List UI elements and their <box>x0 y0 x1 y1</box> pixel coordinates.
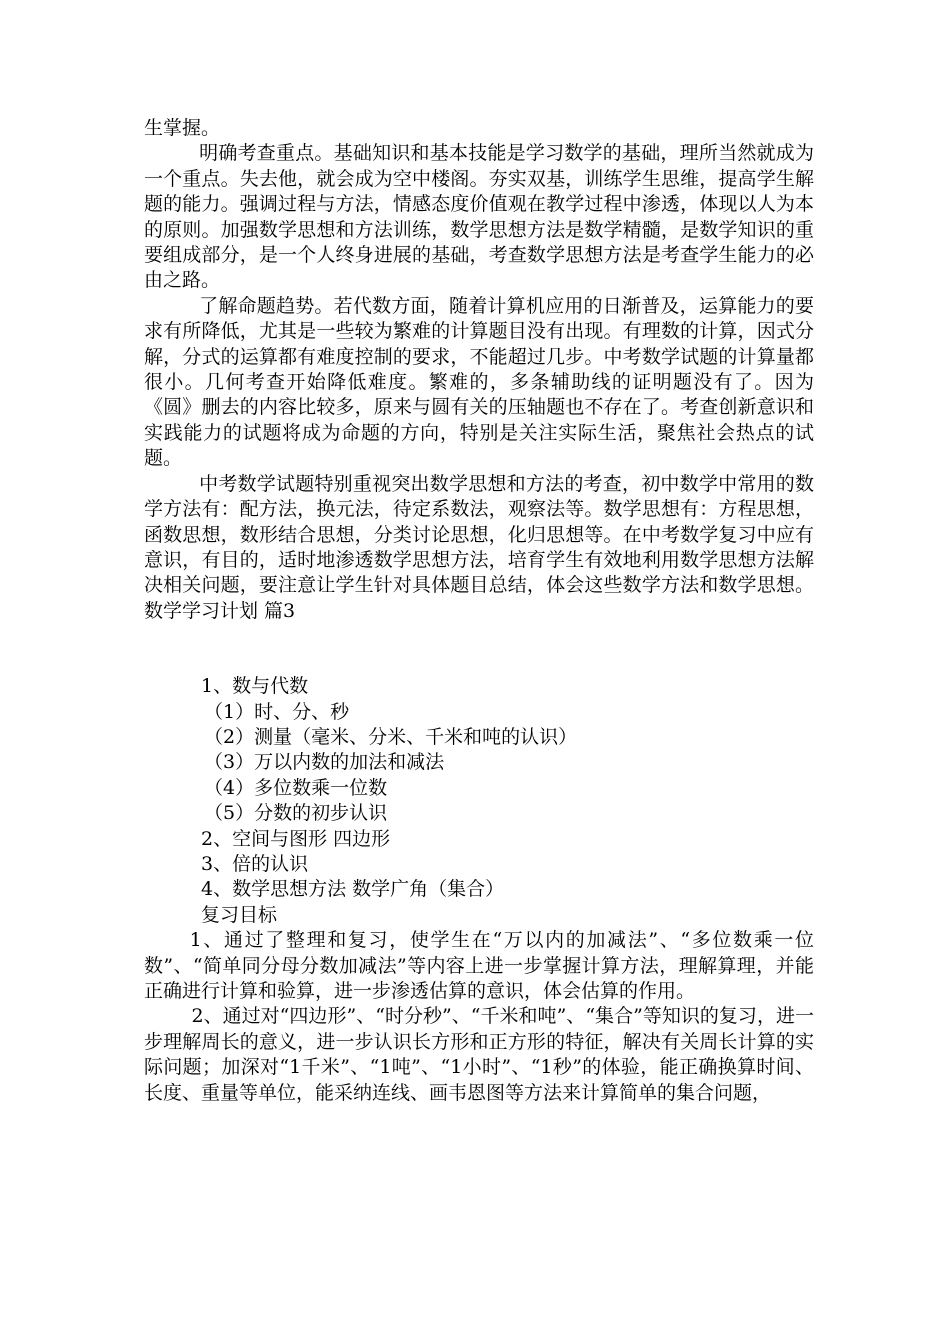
goal-paragraph-1: 1、通过了整理和复习，使学生在“万以内的加减法”、“多位数乘一位数”、“简单同分母分数加减法”等内容上进一步掌握计算方法，理解算理，并能正确进行计算和验算，进一步渗透估算的意识，体会估算的作用。 <box>144 929 814 1002</box>
outline-item: 3、倍的认识 <box>201 852 309 875</box>
paragraph-continuation: 生掌握。 <box>144 117 221 139</box>
document-page <box>144 116 814 1106</box>
outline-item: 4、数学思想方法 数学广角（集合） <box>201 878 505 901</box>
outline-subitem: （1）时、分、秒 <box>204 700 350 723</box>
paragraph-trends: 了解命题趋势。若代数方面，随着计算机应用的日渐普及，运算能力的要求有所降低，尤其是一些较为繁难的计算题目没有出现。有理数的计算，因式分解，分式的运算都有难度控制的要求，不能超过几步。中考数学试题的计算量都很小。几何考查开始降低难度。繁难的，多条辅助线的证明题没有了。因为《圆》删去的内容比较多，原来与圆有关的压轴题也不存在了。考查创新意识和实践能力的试题将成为命题的方向，特别是关注实际生活，聚焦社会热点的试题。 <box>144 294 814 470</box>
outline-subitem: （4）多位数乘一位数 <box>204 776 388 799</box>
outline-subitem: （5）分数的初步认识 <box>204 802 388 825</box>
goal-paragraph-2: 2、通过对“四边形”、“时分秒”、“千米和吨”、“集合”等知识的复习，进一步理解周长的意义，进一步认识长方形和正方形的特征，解决有关周长计算的实际问题；加深对“1千米”、“1吨”、“1小时”、“1秒”的体验，能正确换算时间、长度、重量等单位，能采纳连线、画韦恩图等方法来计算简单的集合问题， <box>144 1005 814 1104</box>
review-outline <box>144 674 814 928</box>
section-heading-review-goals: 复习目标 <box>201 903 278 926</box>
paragraph-math-thinking: 中考数学试题特别重视突出数学思想和方法的考查，初中数学中常用的数学方法有：配方法，换元法，待定系数法，观察法等。数学思想有：方程思想，函数思想，数形结合思想，分类讨论思想，化归思想等。在中考数学复习中应有意识，有目的，适时地渗透数学思想方法，培育学生有效地利用数学思想方法解决相关问题，要注意让学生针对具体题目总结，体会这些数学方法和数学思想。数学学习计划 篇3 <box>144 472 814 622</box>
outline-subitem: （2）测量（毫米、分米、千米和吨的认识） <box>204 725 578 748</box>
section-gap <box>144 624 814 674</box>
outline-item: 2、空间与图形 四边形 <box>201 827 391 850</box>
paragraph-exam-focus: 明确考查重点。基础知识和基本技能是学习数学的基础，理所当然就成为一个重点。失去他，就会成为空中楼阁。夯实双基，训练学生思维，提高学生解题的能力。强调过程与方法，情感态度价值观在教学过程中渗透，体现以人为本的原则。加强数学思想和方法训练，数学思想方法是数学精髓，是数学知识的重要组成部分，是一个人终身进展的基础，考查数学思想方法是考查学生能力的必由之路。 <box>144 142 814 292</box>
outline-item: 1、数与代数 <box>201 675 309 698</box>
outline-subitem: （3）万以内数的加法和减法 <box>204 751 445 774</box>
